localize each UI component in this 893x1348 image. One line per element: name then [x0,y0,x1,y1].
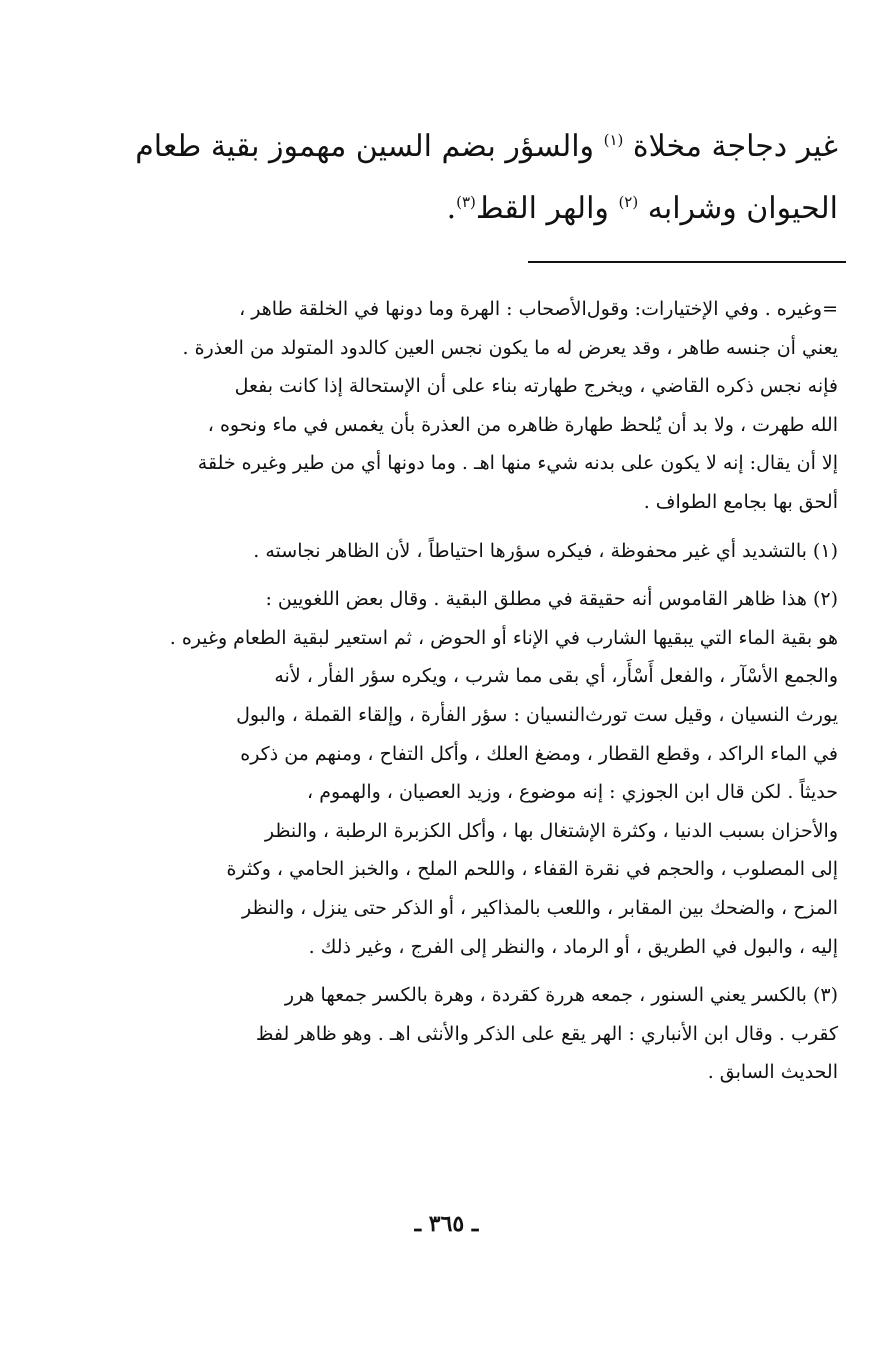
footnote-1 [100,532,838,571]
main-text-segment: . [446,191,457,226]
footnote-line: هو بقية الماء التي يبقيها الشارب في الإناء أو الحوض ، ثم استعير لبقية الطعام وغيره . [169,626,838,649]
footnote-ref-3[interactable]: (٣) [456,193,476,211]
footnote-line: كقرب . وقال ابن الأنباري : الهر يقع على الذكر والأنثى اهـ . وهو ظاهر لفظ [255,1022,838,1045]
main-text-segment: غير دجاجة مخلاة [623,129,838,164]
footnote-line: إلى المصلوب ، والحجم في نقرة القفاء ، واللحم الملح ، والخبز الحامي ، وكثرة [226,858,838,881]
main-line [100,178,838,240]
footnote-3 [100,976,838,1092]
main-text-segment: والهر القط [475,191,619,226]
footnote-line: يعني أن جنسه طاهر ، وقد يعرض له ما يكون نجس العين كالدود المتولد من العذرة . [182,336,838,359]
footnote-line: (٣) بالكسر يعني السنور ، جمعه هررة كقردة ، وهرة بالكسر جمعها هرر [284,984,838,1007]
footnote-line: فإنه نجس ذكره القاضي ، ويخرج طهارته بناء على أن الإستحالة إذا كانت بفعل [234,375,838,398]
main-text-segment: والسؤر بضم السين مهموز بقية طعام [135,129,604,164]
footnote-line: إليه ، والبول في الطريق ، أو الرماد ، والنظر إلى الفرج ، وغير ذلك . [308,935,838,958]
footnote-line: (١) بالتشديد أي غير محفوظة ، فيكره سؤرها احتياطاً ، لأن الظاهر نجاسته . [253,539,838,562]
main-text-segment: الحيوان وشرابه [638,191,838,226]
footnote-line: ألحق بها بجامع الطواف . [643,490,838,513]
page-number: ـ ٣٦٥ ـ [414,1211,479,1237]
footnote-line: والجمع الأسْآر ، والفعل أَسْأَر، أي بقى مما شرب ، ويكره سؤر الفأر ، لأنه [274,665,838,688]
footnote-line: (٢) هذا ظاهر القاموس أنه حقيقة في مطلق البقية . وقال بعض اللغويين : [265,588,838,611]
footnote-line: المزح ، والضحك بين المقابر ، واللعب بالمذاكير ، أو الذكر حتى ينزل ، والنظر [241,896,838,919]
footnote-line: الله طهرت ، ولا بد أن يُلحظ طهارة ظاهره من العذرة بأن يغمس في ماء ونحوه ، [207,413,838,436]
main-text [100,116,838,240]
footnote-ref-2[interactable]: (٢) [618,193,639,211]
footnote-line: يورث النسيان ، وقيل ست تورث‌النسيان : سؤر الفأرة ، وإلقاء القملة ، والبول [236,703,838,726]
footnote-line: =وغيره . وفي الإختيارات: وقول‌الأصحاب : الهرة وما دونها في الخلقة طاهر ، [239,298,838,320]
footnote-line: والأحزان بسبب الدنيا ، وكثرة الإشتغال بها ، وأكل الكزبرة الرطبة ، والنظر [264,819,838,842]
footnote-continuation [100,290,838,522]
footnote-ref-1[interactable]: (١) [603,131,624,149]
footnote-line: حديثاً . لكن قال ابن الجوزي : إنه موضوع ، وزيد العصيان ، والهموم ، [307,781,838,804]
main-line [100,116,838,178]
footnote-separator [528,261,846,263]
footnote-line: الحديث السابق . [707,1061,838,1084]
footnote-line: إلا أن يقال: إنه لا يكون على بدنه شيء منها اهـ . وما دونها أي من طير وغيره خلقة [197,452,838,475]
footnotes [100,290,838,1102]
footnote-2 [100,580,838,966]
footnote-line: في الماء الراكد ، وقطع القطار ، ومضغ العلك ، وأكل التفاح ، ومنهم من ذكره [240,742,838,765]
